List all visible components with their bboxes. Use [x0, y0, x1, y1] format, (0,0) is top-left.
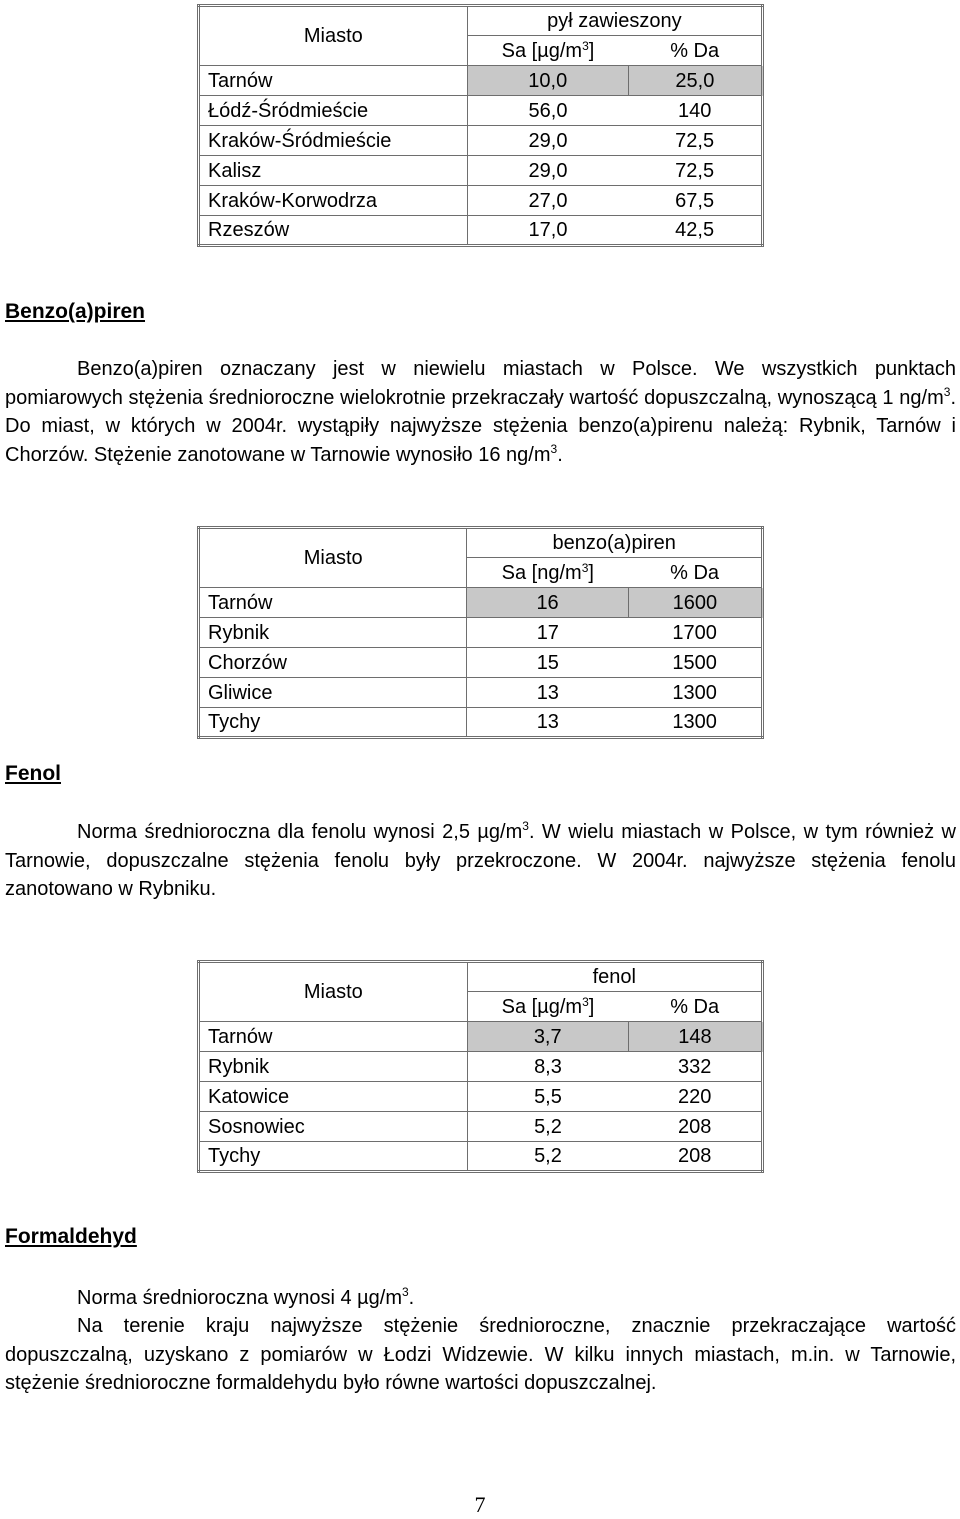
col-header-city: Miasto — [199, 528, 467, 588]
table-row — [199, 126, 763, 156]
table-row — [199, 96, 763, 126]
cell-pct: 208 — [628, 1142, 762, 1172]
cell-value: 17 — [467, 618, 628, 648]
paragraph-formaldehyd-norm: Norma średnioroczna wynosi 4 $\mu g/m^3$. — [77, 1285, 415, 1309]
cell-city: Rybnik — [199, 1052, 468, 1082]
cell-pct: 25,0 — [628, 66, 762, 96]
cell-pct: 1300 — [628, 708, 762, 738]
table-row — [199, 678, 763, 708]
table-row — [199, 66, 763, 96]
table-row — [199, 156, 763, 186]
section-heading-formaldehyd: Formaldehyd — [5, 1225, 137, 1248]
cell-value: 3,7 — [467, 1022, 628, 1052]
cell-pct: 332 — [628, 1052, 762, 1082]
cell-value: 5,2 — [467, 1142, 628, 1172]
cell-pct: 1700 — [628, 618, 762, 648]
col-header-unit: Sa $[ng/m^3]$ — [501, 560, 594, 584]
cell-value: 13 — [467, 678, 628, 708]
cell-value: 56,0 — [467, 96, 628, 126]
cell-value: 16 — [467, 588, 628, 618]
cell-pct: 140 — [628, 96, 762, 126]
cell-city: Kraków-Śródmieście — [199, 126, 468, 156]
cell-value: 17,0 — [467, 216, 628, 246]
cell-value: 13 — [467, 708, 628, 738]
table-row — [199, 1142, 763, 1172]
cell-value: 5,2 — [467, 1112, 628, 1142]
cell-pct: 42,5 — [628, 216, 762, 246]
cell-value: 29,0 — [467, 156, 628, 186]
col-header-city: Miasto — [199, 962, 468, 1022]
table-benzo — [197, 526, 764, 739]
cell-city: Chorzów — [199, 648, 467, 678]
col-header-pct: % Da — [670, 995, 720, 1018]
cell-pct: 1300 — [628, 678, 762, 708]
cell-value: 29,0 — [467, 126, 628, 156]
cell-pct: 148 — [628, 1022, 762, 1052]
section-heading-fenol: Fenol — [5, 762, 61, 785]
cell-pct: 1600 — [628, 588, 762, 618]
table-row — [199, 708, 763, 738]
section-heading-benzo: Benzo(a)piren — [5, 300, 146, 323]
paragraph-fenol: Norma średnioroczna dla fenolu wynosi 2,5 $\mu g/m^3$. W wielu miastach w Polsce, w tym również w Tarnowie, dopuszczalne stężenia fenolu były przekroczone. W 2004r. najwyższe stężenia fenolu zanotowano w Rybniku. — [5, 819, 956, 900]
cell-city: Łódź-Śródmieście — [199, 96, 468, 126]
cell-city: Rybnik — [199, 618, 467, 648]
table-pm — [197, 4, 764, 247]
cell-pct: 220 — [628, 1082, 762, 1112]
page-number: 7 — [474, 1492, 486, 1517]
cell-city: Tychy — [199, 708, 467, 738]
col-header-unit: Sa $[\mu g/m^3]$ — [501, 994, 595, 1018]
paragraph-benzo: Benzo(a)piren oznaczany jest w niewielu miastach w Polsce. We wszystkich punktach pomiarowych stężenia średnioroczne wielokrotnie przekraczały wartość dopuszczalną, wynoszącą 1 $ng/m^3$. Do miast, w których w 2004r. wystąpiły najwyższe stężenia benzo(a)pirenu należą: Rybnik, Tarnów i Chorzów. Stężenie zanotowane w Tarnowie wynosiło 16 $ng/m^3$. — [5, 358, 956, 466]
table-row — [199, 216, 763, 246]
cell-value: 8,3 — [467, 1052, 628, 1082]
col-header-pct: % Da — [670, 561, 720, 584]
cell-city: Kalisz — [199, 156, 468, 186]
table-row — [199, 1082, 763, 1112]
table-fenol — [197, 960, 764, 1173]
cell-city: Tarnów — [199, 1022, 468, 1052]
col-header-group: benzo(a)piren — [467, 528, 763, 558]
table-row — [199, 1052, 763, 1082]
col-header-city: Miasto — [199, 6, 468, 66]
cell-value: 27,0 — [467, 186, 628, 216]
cell-pct: 72,5 — [628, 156, 762, 186]
cell-value: 10,0 — [467, 66, 628, 96]
table-row — [199, 186, 763, 216]
cell-city: Kraków-Korwodrza — [199, 186, 468, 216]
col-header-group: fenol — [467, 962, 762, 992]
table-row — [199, 1112, 763, 1142]
cell-city: Tarnów — [199, 588, 467, 618]
cell-city: Tarnów — [199, 66, 468, 96]
table-row — [199, 618, 763, 648]
paragraph-formaldehyd: Na terenie kraju najwyższe stężenie średnioroczne, znacznie przekraczające wartość dopuszczalną, uzyskano z pomiarów w Łodzi Widzewie. W kilku innych miastach, m.in. w Tarnowie, stężenie średnioroczne formaldehydu było równe wartości dopuszczalnej. — [5, 1315, 956, 1394]
col-header-pct: % Da — [670, 39, 720, 62]
cell-city: Gliwice — [199, 678, 467, 708]
cell-pct: 1500 — [628, 648, 762, 678]
cell-pct: 72,5 — [628, 126, 762, 156]
cell-city: Sosnowiec — [199, 1112, 468, 1142]
table-row — [199, 1022, 763, 1052]
cell-pct: 67,5 — [628, 186, 762, 216]
table-row — [199, 648, 763, 678]
cell-city: Tychy — [199, 1142, 468, 1172]
cell-value: 15 — [467, 648, 628, 678]
table-row — [199, 588, 763, 618]
cell-city: Rzeszów — [199, 216, 468, 246]
col-header-group: pył zawieszony — [467, 6, 762, 36]
cell-city: Katowice — [199, 1082, 468, 1112]
cell-pct: 208 — [628, 1112, 762, 1142]
cell-value: 5,5 — [467, 1082, 628, 1112]
col-header-unit: Sa $[\mu g/m^3]$ — [501, 38, 595, 62]
